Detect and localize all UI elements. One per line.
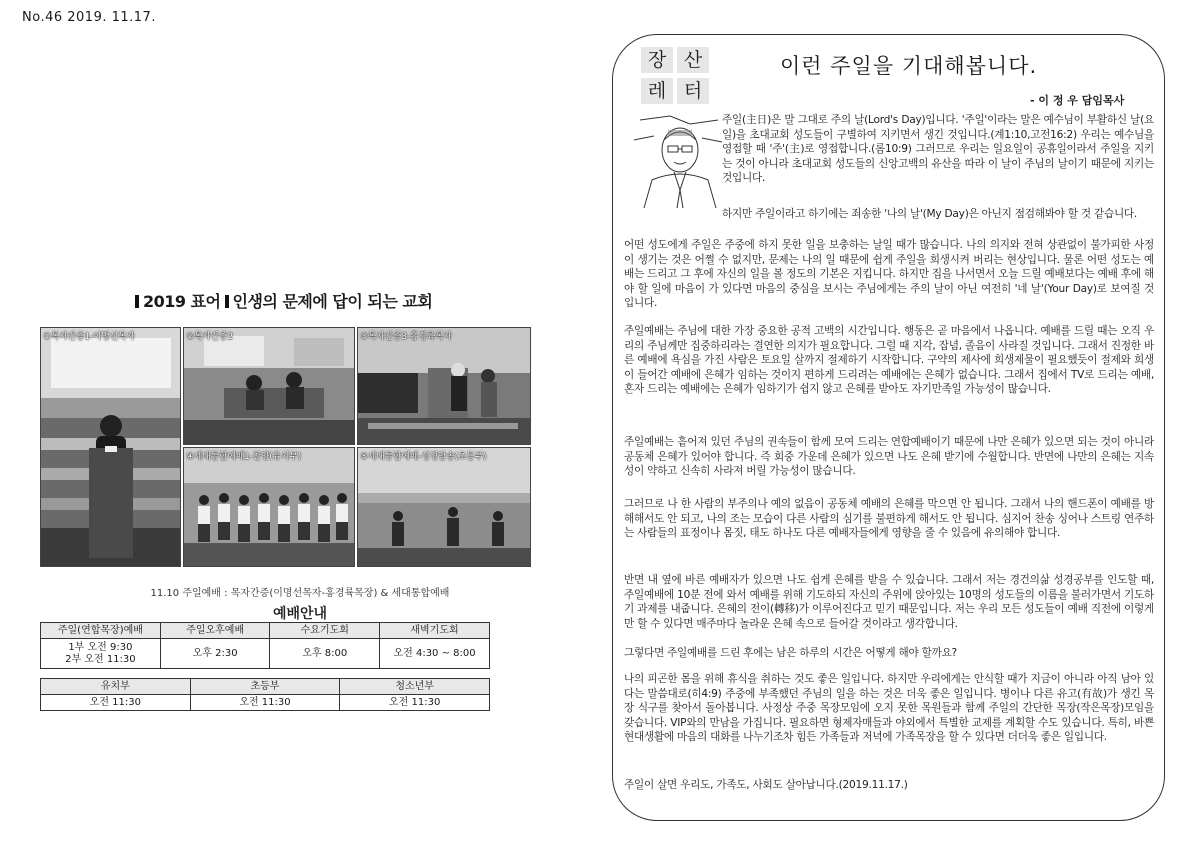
letter-paragraph-9: 나의 피곤한 몸을 위해 휴식을 취하는 것도 좋은 일입니다. 하지만 우리에게는 안식할 때가 지금이 아니라 아직 남아 있다는 말씀대로(히4:9) 주중에 부족했던 주님의 일을 하는 것은 더욱 좋은 일입니다. 병이나 다른 유고(有故)가 생긴 목장 식구를 찾아서 돌아봅니다. 사정상 주중 목장모임에 오지 못한 목원들과 함께 주일의 간단한 목장(작은목장)모임을 갖습니다. VIP와의 만남을 가집니다. 필요하면 형제자매들과 야외에서 특별한 교제를 계획할 수도 있습니다. 특히, 바쁜 현대생활에 마음의 대화를 나누기조차 힘든 가족들과 저녁에 가족목장을 할 수 있다면 더더욱 좋은 일입니다. — [624, 673, 1154, 743]
photo-collage — [40, 327, 531, 567]
worship-header-wednesday: 수요기도회 — [270, 623, 380, 639]
photo-testimony-1-image — [41, 328, 181, 567]
letter-paragraph-3: 어떤 성도에게 주일은 주중에 하지 못한 일을 보충하는 날일 때가 많습니다. 나의 의지와 전혀 상관없이 불가피한 사정이 생기는 것은 어쩔 수 없지만, 문제는 나의 일 때문에 쉽게 주일을 희생시켜 버리는 현상입니다. 물론 어떤 성도는 예배는 드리고 그 후에 자신의 일을 볼 정도의 기본은 지킵니다. 하지만 집을 나서면서 오늘 드릴 예배보다는 예배 후에 해야 할 일에 마음이 가 있다면 마음의 중심을 보시는 주님에게는 주의 날이 아닌 여전히 '네 날'(Your Day)로 보여질 것입니다. — [624, 239, 1154, 309]
worship-schedule-title: 예배안내 — [272, 606, 328, 622]
worship-time-elementary: 오전 11:30 — [190, 695, 340, 711]
column-tag-char: 장 — [641, 47, 673, 73]
pastor-portrait-image — [630, 110, 726, 210]
photo-caption-1: ①목자간증1-이명선목자 — [43, 332, 135, 342]
photo-testimony-3 — [357, 327, 531, 445]
letter-paragraph-2: 하지만 주일이라고 하기에는 죄송한 '나의 날'(My Day)은 아닌지 점검해봐야 할 것 같습니다. — [722, 208, 1138, 220]
letter-byline: - 이 정 우 담임목사 — [1030, 94, 1125, 107]
worship-schedule-table — [40, 622, 490, 669]
photo-family-worship-2 — [357, 447, 531, 567]
worship-time-dawn: 오전 4:30 ~ 8:00 — [380, 639, 490, 669]
photo-testimony-2-image — [184, 328, 355, 445]
letter-paragraph-4: 주일예배는 주님에 대한 가장 중요한 공적 고백의 시간입니다. 행동은 곧 마음에서 나옵니다. 예배를 드릴 때는 오직 우리의 주님께만 집중하리라는 결연한 의지가 필요합니다. 그럴 때 지각, 잡념, 졸음이 사라질 것입니다. 그래서 진정한 바른 예배에 욕심을 가진 사람은 토요일 살까지 절제하기 시작합니다. 구약의 제사에 희생제물이 필요했듯이 절제와 희생이 들어간 예배에 은혜가 임하는 것이지 편하게 드리려는 예배에는 은혜가 없습니다. 그래서 집에서 TV로 드리는 예배, 혼자 드리는 예배에는 은혜가 임하기가 쉽지 않고 은혜를 받아도 자기만족일 가능성이 많습니다. — [624, 325, 1154, 395]
worship-time-youth: 오전 11:30 — [340, 695, 490, 711]
motto-marker — [225, 295, 229, 308]
motto-label: 2019 표어 — [143, 292, 221, 311]
column-tag — [641, 47, 711, 105]
photo-caption-3: ③목자간증3-홍경륙목자 — [360, 332, 452, 342]
worship-time-sunday: 1부 오전 9:30 2부 오전 11:30 — [41, 639, 161, 669]
worship-header-kindergarten: 유치부 — [41, 679, 191, 695]
motto-text: 인생의 문제에 답이 되는 교회 — [232, 292, 433, 311]
pastor-portrait-sketch — [630, 110, 726, 210]
photo-family-worship-1 — [183, 447, 355, 567]
worship-youth-time-row — [41, 695, 490, 711]
worship-time-kindergarten: 오전 11:30 — [41, 695, 191, 711]
worship-schedule-header-row — [41, 623, 490, 639]
worship-header-afternoon: 주일오후예배 — [160, 623, 270, 639]
photo-caption-2: ②목자간증2 — [186, 332, 233, 342]
letter-title: 이런 주일을 기대해봅니다. — [780, 54, 1038, 78]
worship-header-sunday: 주일(연합목장)예배 — [41, 623, 161, 639]
photo-testimony-1 — [40, 327, 181, 567]
photo-caption-5: ⑤세대통합예배-성경암송(초등부) — [360, 452, 487, 462]
column-tag-char: 레 — [641, 78, 673, 104]
worship-time-wednesday: 오후 8:00 — [270, 639, 380, 669]
column-tag-char: 터 — [677, 78, 709, 104]
worship-schedule-time-row — [41, 639, 490, 669]
motto-marker — [135, 295, 139, 308]
photo-collage-caption: 11.10 주일예배 : 목자간증(이명선목자-홍경륙목장) & 세대통합예배 — [150, 588, 450, 599]
worship-youth-header-row — [41, 679, 490, 695]
letter-paragraph-6: 그러므로 나 한 사람의 부주의나 예의 없음이 공동체 예배의 은혜를 막으면 안 됩니다. 그래서 나의 핸드폰이 예배를 방해해서도 안 되고, 나의 조는 모습이 다른 사람의 심기를 불편하게 해서도 안 됩니다. 심지어 찬송 싱어나 스트링 연주하는 사람들의 표정이나 몸짓, 태도 하나도 다른 예배자들에게 영향을 줄 수 있음에 유의해야 합니다. — [624, 498, 1154, 539]
letter-paragraph-8: 그렇다면 주일예배를 드린 후에는 남은 하루의 시간은 어떻게 해야 할까요? — [624, 647, 957, 659]
photo-family-worship-2-image — [358, 448, 531, 567]
photo-testimony-2 — [183, 327, 355, 445]
letter-paragraph-7: 반면 내 옆에 바른 예배자가 있으면 나도 쉽게 은혜를 받을 수 있습니다. 그래서 저는 경건의삶 성경공부를 인도할 때, 주일예배에 10분 전에 와서 예배를 위해 기도하되 자신의 주위에 앉아있는 10명의 성도들의 이름을 불러가면서 기도하기 과제를 내줍니다. 은혜의 전이(轉移)가 이루어진다고 믿기 때문입니다. 저는 우리 모든 성도들이 예배 직전에 이렇게만 할 수 있다면 매주마다 놀라운 은혜 속으로 들어갈 것이라고 생각합니다. — [624, 574, 1154, 630]
worship-time-afternoon: 오후 2:30 — [160, 639, 270, 669]
photo-family-worship-1-image — [184, 448, 355, 567]
photo-testimony-3-image — [358, 328, 531, 445]
worship-header-youth: 청소년부 — [340, 679, 490, 695]
column-tag-char: 산 — [677, 47, 709, 73]
worship-schedule-table-youth — [40, 678, 490, 711]
letter-paragraph-5: 주일예배는 흩어져 있던 주님의 권속들이 함께 모여 드리는 연합예배이기 때문에 나만 은혜가 있으면 되는 것이 아니라 공동체 은혜가 있어야 합니다. 즉 회중 가운데 은혜가 있으면 나도 은혜 받기에 수월합니다. 반면에 나만의 은혜는 지속성이 약하고 신속히 사라져 버릴 가능성이 많습니다. — [624, 436, 1154, 477]
worship-header-elementary: 초등부 — [190, 679, 340, 695]
photo-caption-4: ④세대통합예배1-찬양(유치부) — [186, 452, 301, 462]
letter-closing: 주일이 살면 우리도, 가족도, 사회도 살아납니다.(2019.11.17.) — [624, 779, 908, 791]
issue-number: No.46 2019. 11.17. — [22, 10, 156, 25]
letter-paragraph-1: 주일(主日)은 말 그대로 주의 날(Lord's Day)입니다. '주일'이라는 말은 예수님이 부활하신 날(요일)을 초대교회 성도들이 구별하여 지키면서 생긴 것입니다.(계1:10,고전16:2) 우리는 예수님을 영접할 때 '주'(主)로 영접합니다.(롬10:9) 그러므로 우리는 일요일이 공휴일이라서 주일을 지키는 것이 아니라 초대교회 성도들의 신앙고백의 유산을 따라 이 날이 주님의 날이기 때문에 지키는 것입니다. — [722, 114, 1154, 184]
worship-header-dawn: 새벽기도회 — [380, 623, 490, 639]
church-motto — [135, 289, 432, 312]
